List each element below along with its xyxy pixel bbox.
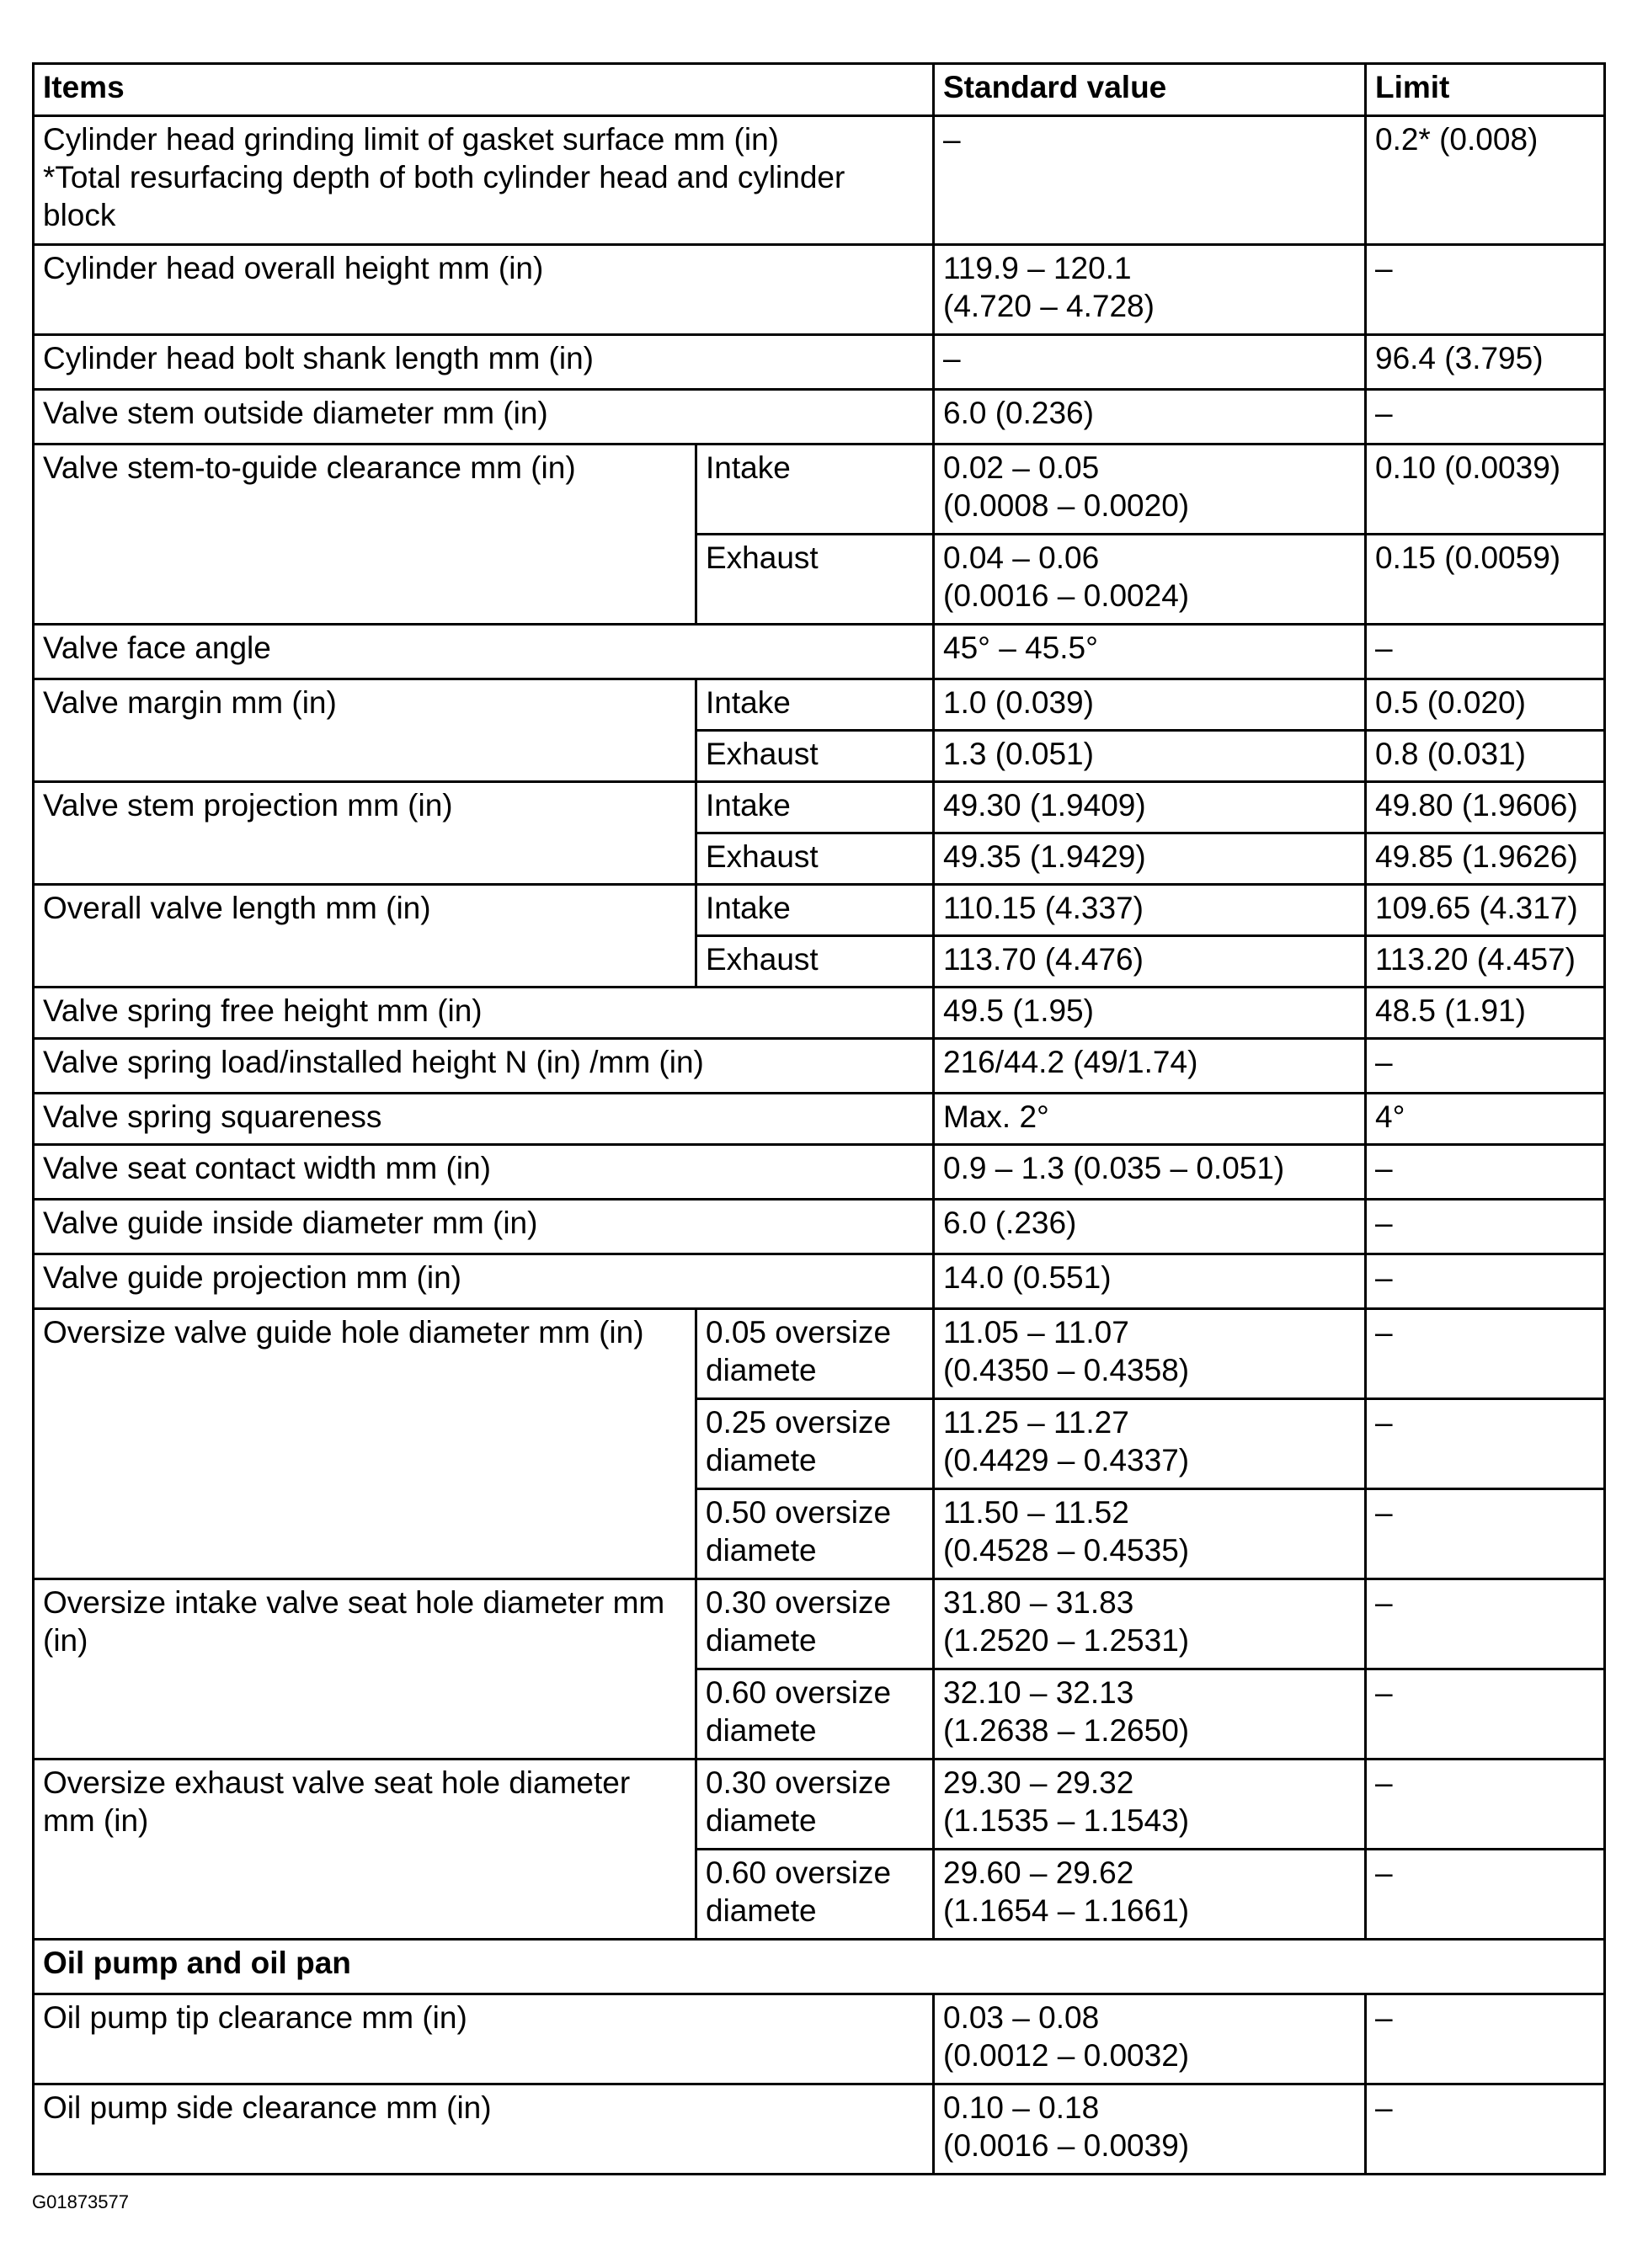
row-label: Valve seat contact width mm (in)	[34, 1145, 934, 1200]
limit-value: –	[1366, 1579, 1605, 1669]
limit-value: 0.10 (0.0039)	[1366, 445, 1605, 535]
limit-value: 0.15 (0.0059)	[1366, 535, 1605, 625]
sub-label: Intake	[696, 445, 934, 535]
limit-value: 49.85 (1.9626)	[1366, 833, 1605, 885]
limit-value: –	[1366, 390, 1605, 445]
sub-label: 0.25 oversize diamete	[696, 1399, 934, 1489]
row-label: Valve guide inside diameter mm (in)	[34, 1200, 934, 1254]
table-row	[34, 885, 1605, 936]
sub-label: 0.05 oversize diamete	[696, 1309, 934, 1399]
sub-label: 0.50 oversize diamete	[696, 1489, 934, 1579]
sub-label: 0.30 oversize diamete	[696, 1579, 934, 1669]
table-row	[34, 679, 1605, 731]
limit-value: 109.65 (4.317)	[1366, 885, 1605, 936]
limit-value: –	[1366, 1850, 1605, 1940]
limit-value: –	[1366, 1994, 1605, 2084]
sub-label: Exhaust	[696, 936, 934, 988]
spec-table	[32, 62, 1606, 2175]
limit-value: –	[1366, 1200, 1605, 1254]
limit-value: –	[1366, 1399, 1605, 1489]
row-label: Overall valve length mm (in)	[34, 885, 696, 988]
table-row	[34, 1309, 1605, 1399]
table-row	[34, 1145, 1605, 1200]
limit-value: 0.8 (0.031)	[1366, 731, 1605, 782]
limit-value: 96.4 (3.795)	[1366, 335, 1605, 390]
table-row	[34, 390, 1605, 445]
standard-value: 49.35 (1.9429)	[934, 833, 1366, 885]
section-heading-oil-pump: Oil pump and oil pan	[34, 1940, 1605, 1994]
standard-value: 31.80 – 31.83 (1.2520 – 1.2531)	[934, 1579, 1366, 1669]
limit-value: –	[1366, 245, 1605, 335]
table-row	[34, 988, 1605, 1039]
standard-value: 110.15 (4.337)	[934, 885, 1366, 936]
table-row	[34, 782, 1605, 833]
table-row	[34, 245, 1605, 335]
sub-label: 0.60 oversize diamete	[696, 1669, 934, 1760]
standard-value: 216/44.2 (49/1.74)	[934, 1039, 1366, 1094]
row-label: Oversize valve guide hole diameter mm (in)	[34, 1309, 696, 1579]
limit-value: –	[1366, 1309, 1605, 1399]
standard-value: 45° – 45.5°	[934, 625, 1366, 679]
table-row	[34, 2084, 1605, 2175]
row-label: Valve stem-to-guide clearance mm (in)	[34, 445, 696, 625]
sub-label: Intake	[696, 679, 934, 731]
row-label: Oversize intake valve seat hole diameter mm (in)	[34, 1579, 696, 1760]
standard-value: 29.30 – 29.32 (1.1535 – 1.1543)	[934, 1760, 1366, 1850]
standard-value: 32.10 – 32.13 (1.2638 – 1.2650)	[934, 1669, 1366, 1760]
row-label: Valve guide projection mm (in)	[34, 1254, 934, 1309]
table-row	[34, 1994, 1605, 2084]
standard-value: –	[934, 116, 1366, 245]
table-row	[34, 1579, 1605, 1669]
standard-value: 1.0 (0.039)	[934, 679, 1366, 731]
standard-value: 14.0 (0.551)	[934, 1254, 1366, 1309]
standard-value: 29.60 – 29.62 (1.1654 – 1.1661)	[934, 1850, 1366, 1940]
table-row	[34, 625, 1605, 679]
standard-value: 0.10 – 0.18 (0.0016 – 0.0039)	[934, 2084, 1366, 2175]
standard-value: 11.50 – 11.52 (0.4528 – 0.4535)	[934, 1489, 1366, 1579]
header-items: Items	[34, 64, 934, 116]
standard-value: 0.04 – 0.06 (0.0016 – 0.0024)	[934, 535, 1366, 625]
limit-value: –	[1366, 1039, 1605, 1094]
row-label: Valve spring load/installed height N (in) /mm (in)	[34, 1039, 934, 1094]
limit-value: –	[1366, 1254, 1605, 1309]
header-standard-value: Standard value	[934, 64, 1366, 116]
standard-value: –	[934, 335, 1366, 390]
row-label: Cylinder head bolt shank length mm (in)	[34, 335, 934, 390]
sub-label: Exhaust	[696, 833, 934, 885]
limit-value: 4°	[1366, 1094, 1605, 1145]
table-row	[34, 335, 1605, 390]
standard-value: 0.03 – 0.08 (0.0012 – 0.0032)	[934, 1994, 1366, 2084]
standard-value: 49.5 (1.95)	[934, 988, 1366, 1039]
table-row	[34, 1760, 1605, 1850]
standard-value: 119.9 – 120.1 (4.720 – 4.728)	[934, 245, 1366, 335]
row-label: Valve spring squareness	[34, 1094, 934, 1145]
standard-value: Max. 2°	[934, 1094, 1366, 1145]
row-label: Oil pump side clearance mm (in)	[34, 2084, 934, 2175]
row-label: Cylinder head overall height mm (in)	[34, 245, 934, 335]
table-row	[34, 116, 1605, 245]
table-row	[34, 1039, 1605, 1094]
standard-value: 49.30 (1.9409)	[934, 782, 1366, 833]
standard-value: 6.0 (0.236)	[934, 390, 1366, 445]
section-row	[34, 1940, 1605, 1994]
sub-label: Intake	[696, 782, 934, 833]
row-label: Valve stem outside diameter mm (in)	[34, 390, 934, 445]
limit-value: 0.2* (0.008)	[1366, 116, 1605, 245]
row-label: Valve margin mm (in)	[34, 679, 696, 782]
limit-value: 49.80 (1.9606)	[1366, 782, 1605, 833]
standard-value: 11.05 – 11.07 (0.4350 – 0.4358)	[934, 1309, 1366, 1399]
sub-label: Exhaust	[696, 535, 934, 625]
sub-label: Intake	[696, 885, 934, 936]
row-label: Oil pump tip clearance mm (in)	[34, 1994, 934, 2084]
limit-value: 113.20 (4.457)	[1366, 936, 1605, 988]
figure-code: G01873577	[32, 2191, 129, 2212]
row-label: Valve stem projection mm (in)	[34, 782, 696, 885]
standard-value: 0.02 – 0.05 (0.0008 – 0.0020)	[934, 445, 1366, 535]
row-label: Oversize exhaust valve seat hole diameter mm (in)	[34, 1760, 696, 1940]
sub-label: 0.60 oversize diamete	[696, 1850, 934, 1940]
sub-label: 0.30 oversize diamete	[696, 1760, 934, 1850]
table-row	[34, 445, 1605, 535]
table-row	[34, 1200, 1605, 1254]
header-row	[34, 64, 1605, 116]
row-label: Valve face angle	[34, 625, 934, 679]
header-limit: Limit	[1366, 64, 1605, 116]
limit-value: 48.5 (1.91)	[1366, 988, 1605, 1039]
standard-value: 113.70 (4.476)	[934, 936, 1366, 988]
standard-value: 1.3 (0.051)	[934, 731, 1366, 782]
limit-value: –	[1366, 1760, 1605, 1850]
table-row	[34, 1254, 1605, 1309]
limit-value: –	[1366, 625, 1605, 679]
standard-value: 11.25 – 11.27 (0.4429 – 0.4337)	[934, 1399, 1366, 1489]
standard-value: 0.9 – 1.3 (0.035 – 0.051)	[934, 1145, 1366, 1200]
row-label: Valve spring free height mm (in)	[34, 988, 934, 1039]
standard-value: 6.0 (.236)	[934, 1200, 1366, 1254]
row-label: Cylinder head grinding limit of gasket surface mm (in) *Total resurfacing depth of both cylinder head and cylinder block	[34, 116, 934, 245]
limit-value: 0.5 (0.020)	[1366, 679, 1605, 731]
table-row	[34, 1094, 1605, 1145]
sub-label: Exhaust	[696, 731, 934, 782]
limit-value: –	[1366, 2084, 1605, 2175]
limit-value: –	[1366, 1489, 1605, 1579]
limit-value: –	[1366, 1145, 1605, 1200]
limit-value: –	[1366, 1669, 1605, 1760]
